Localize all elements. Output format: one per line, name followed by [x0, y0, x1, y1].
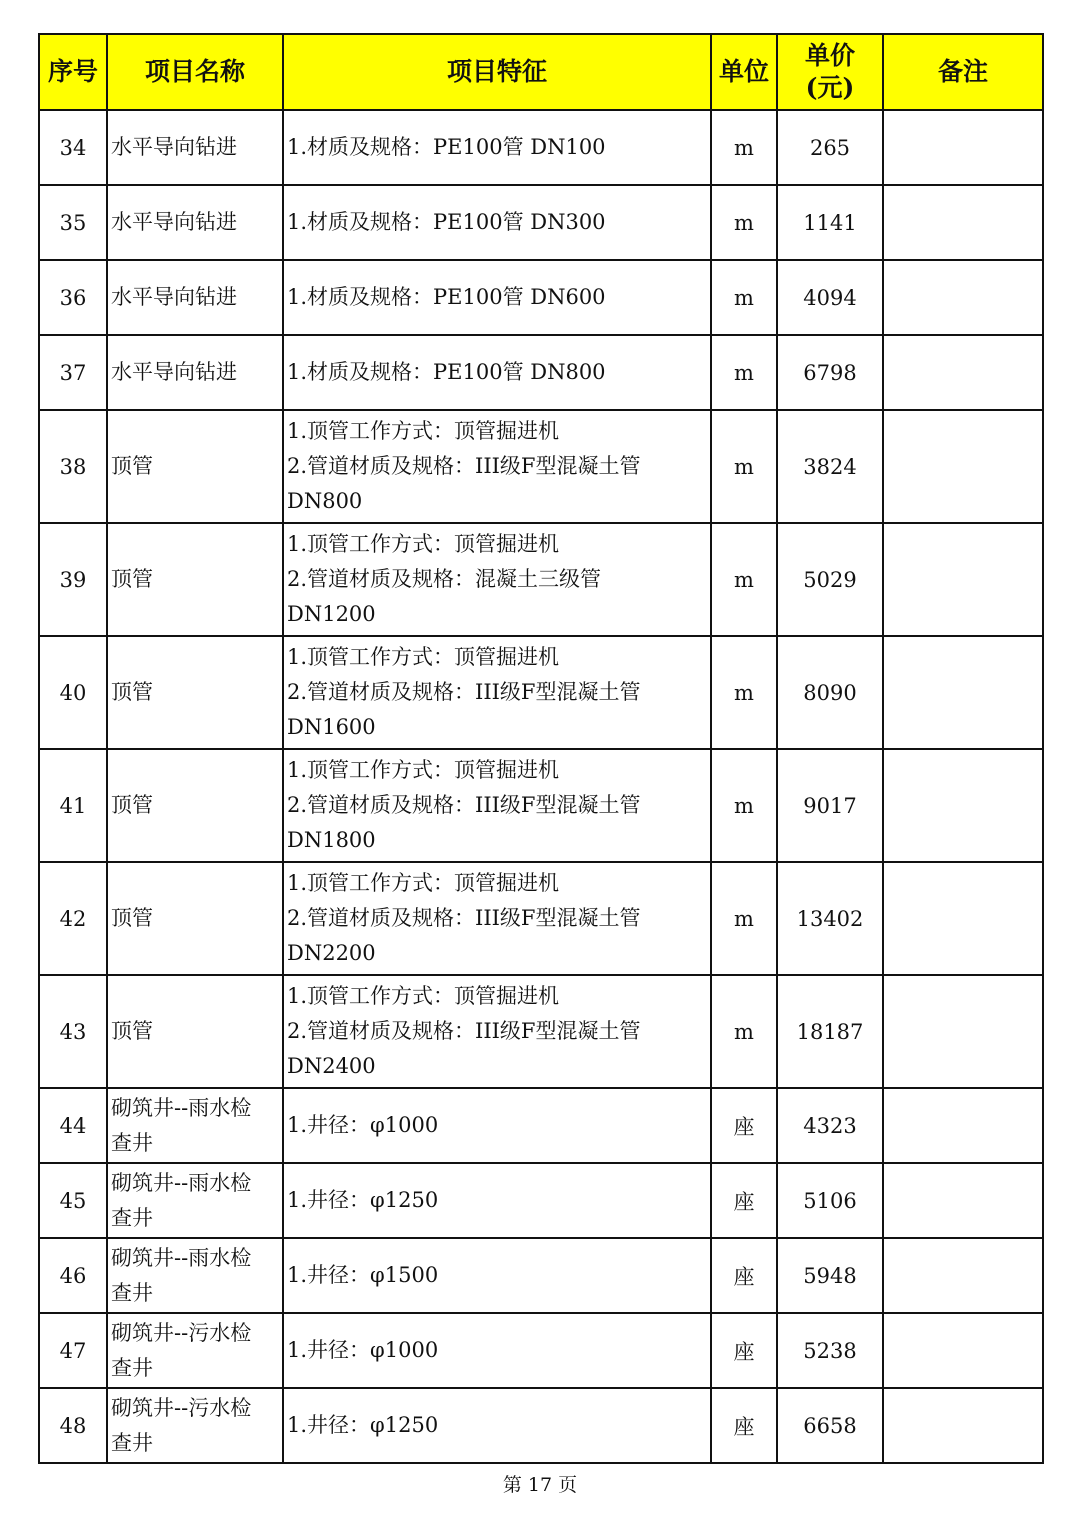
table-row: [39, 185, 1043, 260]
table-row: [39, 335, 1043, 410]
row-feature-line: 1.井径：φ1250: [287, 1413, 439, 1437]
row-name: [107, 110, 283, 185]
row-remark: [883, 1163, 1043, 1238]
table-row: [39, 410, 1043, 523]
row-feature: [283, 260, 711, 335]
row-remark: [883, 260, 1043, 335]
table-row: [39, 862, 1043, 975]
row-feature-line: DN1200: [287, 602, 376, 626]
row-no: 40: [39, 636, 107, 749]
row-feature-line: 2.管道材质及规格：III级F型混凝土管: [287, 906, 641, 930]
header-price: [777, 34, 883, 110]
row-name-line: 顶管: [111, 1019, 153, 1043]
row-name: [107, 636, 283, 749]
row-name-line: 查井: [111, 1205, 153, 1230]
row-price: 9017: [777, 749, 883, 862]
row-unit: m: [711, 410, 777, 523]
table-row: [39, 1163, 1043, 1238]
row-remark: [883, 862, 1043, 975]
row-no: 48: [39, 1388, 107, 1463]
row-feature-line: 2.管道材质及规格：混凝土三级管: [287, 567, 602, 591]
row-unit: 座: [711, 1163, 777, 1238]
row-no: 47: [39, 1313, 107, 1388]
row-feature-line: 1.材质及规格：PE100管 DN800: [287, 360, 606, 384]
row-feature-line: 1.材质及规格：PE100管 DN300: [287, 210, 606, 234]
row-name: [107, 975, 283, 1088]
row-name-line: 水平导向钻进: [111, 285, 237, 309]
row-unit: 座: [711, 1313, 777, 1388]
table-row: [39, 975, 1043, 1088]
row-price: 6658: [777, 1388, 883, 1463]
row-unit: m: [711, 260, 777, 335]
table-row: [39, 1388, 1043, 1463]
row-name: [107, 1238, 283, 1313]
row-price: 4094: [777, 260, 883, 335]
row-unit: m: [711, 110, 777, 185]
row-price: 8090: [777, 636, 883, 749]
row-feature-line: 1.井径：φ1250: [287, 1188, 439, 1212]
row-feature-line: 1.顶管工作方式：顶管掘进机: [287, 758, 560, 782]
header-unit: 单位: [711, 34, 777, 110]
price-table: [38, 33, 1044, 1464]
row-no: 36: [39, 260, 107, 335]
row-remark: [883, 749, 1043, 862]
row-feature-line: DN2400: [287, 1054, 376, 1078]
row-name-line: 查井: [111, 1430, 153, 1455]
header-feature: 项目特征: [283, 34, 711, 110]
row-feature-line: 1.材质及规格：PE100管 DN100: [287, 135, 606, 159]
row-feature-line: DN800: [287, 489, 363, 513]
row-feature: [283, 862, 711, 975]
row-feature-line: 1.顶管工作方式：顶管掘进机: [287, 419, 560, 443]
row-feature: [283, 1388, 711, 1463]
row-remark: [883, 110, 1043, 185]
header-remark: 备注: [883, 34, 1043, 110]
row-feature: [283, 523, 711, 636]
row-name-line: 砌筑井--雨水检: [111, 1245, 252, 1270]
row-price: 265: [777, 110, 883, 185]
row-feature-line: 2.管道材质及规格：III级F型混凝土管: [287, 454, 641, 478]
row-price: 13402: [777, 862, 883, 975]
header-price-line: (元): [805, 73, 855, 102]
row-name: [107, 1088, 283, 1163]
row-remark: [883, 1238, 1043, 1313]
row-price: 1141: [777, 185, 883, 260]
table-row: [39, 1238, 1043, 1313]
row-name-line: 顶管: [111, 680, 153, 704]
row-no: 46: [39, 1238, 107, 1313]
row-name: [107, 335, 283, 410]
row-feature-line: 1.井径：φ1000: [287, 1338, 439, 1362]
row-name: [107, 749, 283, 862]
row-feature-line: 1.井径：φ1500: [287, 1263, 439, 1287]
row-name: [107, 410, 283, 523]
row-feature-line: 1.顶管工作方式：顶管掘进机: [287, 871, 560, 895]
row-name: [107, 862, 283, 975]
row-unit: m: [711, 185, 777, 260]
row-feature-line: 1.顶管工作方式：顶管掘进机: [287, 645, 560, 669]
row-remark: [883, 975, 1043, 1088]
row-feature: [283, 636, 711, 749]
row-name: [107, 1313, 283, 1388]
row-name-line: 查井: [111, 1130, 153, 1155]
row-unit: 座: [711, 1238, 777, 1313]
row-unit: m: [711, 749, 777, 862]
row-feature-line: 1.井径：φ1000: [287, 1113, 439, 1137]
row-name: [107, 1163, 283, 1238]
row-feature: [283, 1088, 711, 1163]
row-unit: m: [711, 636, 777, 749]
row-feature-line: 1.顶管工作方式：顶管掘进机: [287, 532, 560, 556]
row-price: 4323: [777, 1088, 883, 1163]
table-body: [39, 110, 1043, 1463]
header-no: 序号: [39, 34, 107, 110]
row-name-line: 顶管: [111, 906, 153, 930]
row-price: 6798: [777, 335, 883, 410]
row-no: 43: [39, 975, 107, 1088]
row-price: 5106: [777, 1163, 883, 1238]
row-name: [107, 523, 283, 636]
row-feature: [283, 1163, 711, 1238]
row-no: 45: [39, 1163, 107, 1238]
row-unit: m: [711, 523, 777, 636]
row-price: 18187: [777, 975, 883, 1088]
row-no: 42: [39, 862, 107, 975]
table-row: [39, 749, 1043, 862]
row-no: 38: [39, 410, 107, 523]
header-price-line: 单价: [804, 40, 855, 70]
row-name-line: 砌筑井--污水检: [111, 1320, 252, 1345]
row-remark: [883, 335, 1043, 410]
table-row: [39, 1088, 1043, 1163]
row-feature: [283, 185, 711, 260]
row-no: 34: [39, 110, 107, 185]
row-feature: [283, 749, 711, 862]
row-name-line: 顶管: [111, 567, 153, 591]
row-unit: 座: [711, 1088, 777, 1163]
row-name-line: 水平导向钻进: [111, 210, 237, 234]
row-feature-line: DN1600: [287, 715, 376, 739]
row-remark: [883, 1388, 1043, 1463]
row-feature: [283, 110, 711, 185]
row-unit: 座: [711, 1388, 777, 1463]
row-feature-line: DN1800: [287, 828, 376, 852]
row-unit: m: [711, 975, 777, 1088]
row-price: 5948: [777, 1238, 883, 1313]
row-unit: m: [711, 335, 777, 410]
table-row: [39, 523, 1043, 636]
page-number: 第 17 页: [502, 1474, 578, 1496]
row-feature-line: 2.管道材质及规格：III级F型混凝土管: [287, 793, 641, 817]
header-name: 项目名称: [107, 34, 283, 110]
header-row: [39, 34, 1043, 110]
row-feature-line: DN2200: [287, 941, 376, 965]
row-remark: [883, 185, 1043, 260]
row-price: 3824: [777, 410, 883, 523]
row-price: 5238: [777, 1313, 883, 1388]
row-name: [107, 260, 283, 335]
row-name-line: 顶管: [111, 454, 153, 478]
row-name-line: 砌筑井--污水检: [111, 1395, 252, 1420]
row-name-line: 砌筑井--雨水检: [111, 1095, 252, 1120]
row-feature-line: 1.顶管工作方式：顶管掘进机: [287, 984, 560, 1008]
row-no: 41: [39, 749, 107, 862]
table-row: [39, 110, 1043, 185]
row-feature: [283, 1238, 711, 1313]
row-remark: [883, 1313, 1043, 1388]
row-no: 44: [39, 1088, 107, 1163]
row-feature: [283, 410, 711, 523]
row-remark: [883, 1088, 1043, 1163]
row-remark: [883, 410, 1043, 523]
row-remark: [883, 636, 1043, 749]
row-name-line: 顶管: [111, 793, 153, 817]
row-price: 5029: [777, 523, 883, 636]
table-row: [39, 636, 1043, 749]
row-no: 35: [39, 185, 107, 260]
row-feature-line: 1.材质及规格：PE100管 DN600: [287, 285, 606, 309]
row-feature: [283, 335, 711, 410]
row-feature-line: 2.管道材质及规格：III级F型混凝土管: [287, 1019, 641, 1043]
row-name-line: 砌筑井--雨水检: [111, 1170, 252, 1195]
row-remark: [883, 523, 1043, 636]
row-unit: m: [711, 862, 777, 975]
row-name-line: 查井: [111, 1280, 153, 1305]
row-name-line: 查井: [111, 1355, 153, 1380]
table-row: [39, 1313, 1043, 1388]
row-feature-line: 2.管道材质及规格：III级F型混凝土管: [287, 680, 641, 704]
row-feature: [283, 975, 711, 1088]
row-name: [107, 185, 283, 260]
row-name-line: 水平导向钻进: [111, 135, 237, 159]
table-row: [39, 260, 1043, 335]
row-no: 39: [39, 523, 107, 636]
row-name: [107, 1388, 283, 1463]
row-name-line: 水平导向钻进: [111, 360, 237, 384]
row-feature: [283, 1313, 711, 1388]
row-no: 37: [39, 335, 107, 410]
